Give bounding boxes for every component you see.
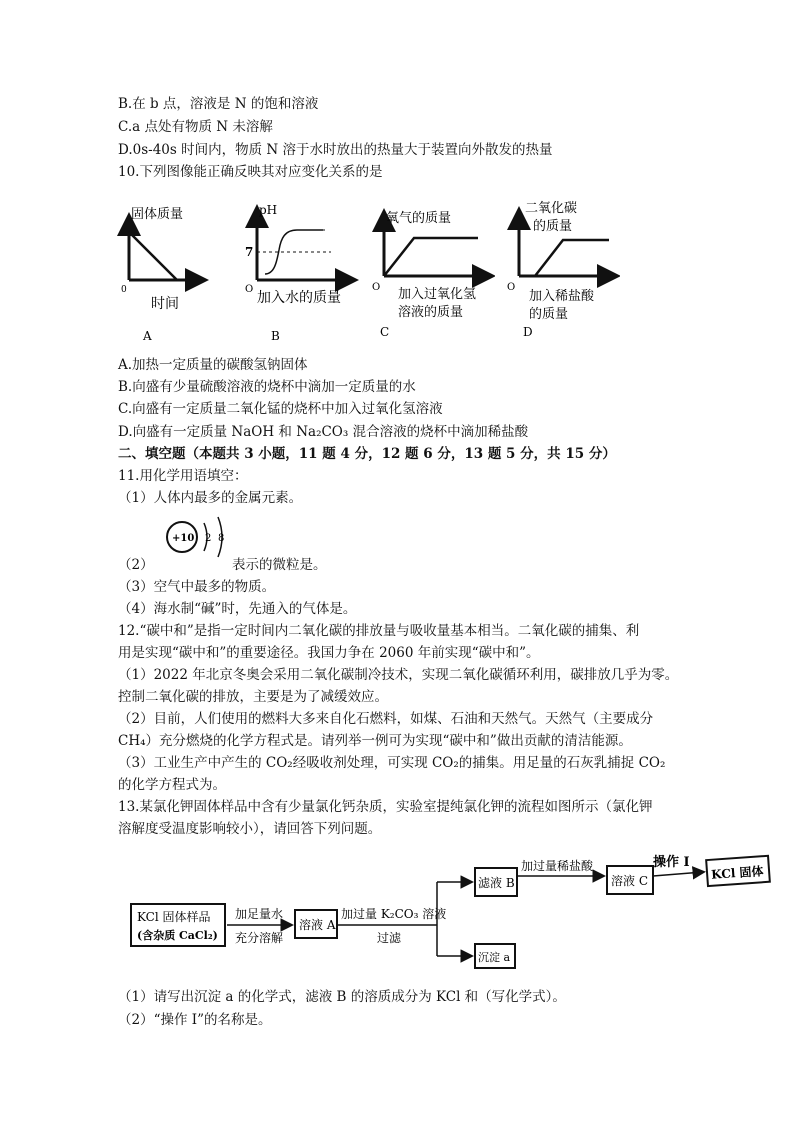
flow-filtrate-b: 滤液 B bbox=[478, 876, 515, 890]
q10-option-c: C.向盛有一定质量二氧化锰的烧杯中加入过氧化氢溶液 bbox=[118, 401, 443, 417]
graph-a-origin: 0 bbox=[121, 285, 127, 295]
q9-option-b: B.在 b 点，溶液是 N 的饱和溶液 bbox=[118, 96, 319, 112]
graph-b-origin: O bbox=[245, 284, 254, 295]
q13-line2: 溶解度受温度影响较小），请回答下列问题。 bbox=[118, 821, 382, 837]
q11-part2-prefix: （2） bbox=[118, 557, 154, 573]
q12-line3: （1）2022 年北京冬奥会采用二氧化碳制冷技术，实现二氧化碳循环利用，碳排放几乎为零。 bbox=[118, 667, 679, 683]
q12-line2: 用是实现“碳中和”的重要途径。我国力争在 2060 年前实现“碳中和”。 bbox=[118, 645, 540, 661]
q11-stem: 11.用化学用语填空： bbox=[118, 468, 248, 484]
flow-sample-impurity: (含杂质 CaCl₂) bbox=[137, 929, 218, 942]
atom-nucleus-charge: +10 bbox=[172, 533, 195, 544]
flow-step2-sublabel: 过滤 bbox=[377, 931, 402, 945]
flow-precipitate-a: 沉淀 a bbox=[478, 951, 511, 964]
atom-structure-diagram bbox=[160, 513, 232, 563]
q12-line8: 的化学方程式为。 bbox=[118, 777, 226, 793]
atom-shell1-electrons: 2 bbox=[205, 533, 212, 544]
flow-sample-label: KCl 固体样品 bbox=[137, 910, 211, 924]
flow-step1-label: 加足量水 bbox=[235, 907, 284, 921]
q11-part4: （4）海水制“碱”时，先通入的气体是。 bbox=[118, 601, 357, 617]
graph-d-ylabel-line1: 二氧化碳 bbox=[525, 201, 578, 216]
q11-part1: （1）人体内最多的金属元素。 bbox=[118, 490, 303, 506]
graph-d-origin: O bbox=[507, 282, 516, 293]
graph-a-ylabel: 固体质量 bbox=[131, 207, 184, 222]
graph-b-tick7: 7 bbox=[245, 245, 254, 259]
flow-product: KCl 固体 bbox=[710, 864, 764, 882]
flow-step2-label: 加过量 K₂CO₃ 溶液 bbox=[341, 907, 447, 921]
graph-d bbox=[505, 200, 620, 345]
graph-d-xlabel-line2: 的质量 bbox=[529, 307, 569, 322]
graph-c bbox=[370, 200, 495, 345]
graph-c-xlabel-line2: 溶液的质量 bbox=[398, 305, 464, 320]
q12-line5: （2）目前，人们使用的燃料大多来自化石燃料，如煤、石油和天然气。天然气（主要成分 bbox=[118, 711, 654, 727]
graph-c-letter: C bbox=[380, 325, 390, 339]
section-2-heading: 二、填空题（本题共 3 小题，11 题 4 分，12 题 6 分，13 题 5 分，共 15 分） bbox=[118, 446, 616, 462]
q13-part2: （2）“操作 I”的名称是。 bbox=[118, 1012, 272, 1028]
graph-b bbox=[235, 200, 360, 345]
purification-flowchart bbox=[125, 852, 775, 977]
q10-option-a: A.加热一定质量的碳酸氢钠固体 bbox=[118, 357, 308, 373]
graph-c-xlabel-line1: 加入过氧化氢 bbox=[398, 287, 477, 302]
graph-a-letter: A bbox=[143, 329, 152, 343]
graph-c-origin: O bbox=[372, 282, 381, 293]
q12-line4: 控制二氧化碳的排放，主要是为了减缓效应。 bbox=[118, 689, 388, 705]
q10-option-b: B.向盛有少量硫酸溶液的烧杯中滴加一定质量的水 bbox=[118, 379, 416, 395]
q10-option-d: D.向盛有一定质量 NaOH 和 Na₂CO₃ 混合溶液的烧杯中滴加稀盐酸 bbox=[118, 424, 529, 440]
q12-line1: 12.“碳中和”是指一定时间内二氧化碳的排放量与吸收量基本相当。二氧化碳的捕集、利 bbox=[118, 623, 640, 639]
graph-d-xlabel-line1: 加入稀盐酸 bbox=[529, 289, 595, 304]
graph-c-ylabel: 氧气的质量 bbox=[386, 211, 452, 226]
flow-operation-1: 操作 Ⅰ bbox=[653, 855, 690, 870]
q10-stem: 10.下列图像能正确反映其对应变化关系的是 bbox=[118, 164, 383, 180]
flow-solution-c: 溶液 C bbox=[611, 874, 648, 888]
q13-line1: 13.某氯化钾固体样品中含有少量氯化钙杂质，实验室提纯氯化钾的流程如图所示（氯化钾 bbox=[118, 799, 653, 815]
q11-part3: （3）空气中最多的物质。 bbox=[118, 579, 276, 595]
q11-part2-suffix: 表示的微粒是。 bbox=[232, 557, 327, 573]
q13-part1: （1）请写出沉淀 a 的化学式，滤液 B 的溶质成分为 KCl 和（写化学式）。 bbox=[118, 989, 566, 1005]
q12-line6: CH₄）充分燃烧的化学方程式是。请列举一例可为实现“碳中和”做出贡献的清洁能源。 bbox=[118, 733, 632, 749]
graph-a bbox=[115, 200, 215, 345]
q9-option-d: D.0s-40s 时间内，物质 N 溶于水时放出的热量大于装置向外散发的热量 bbox=[118, 142, 553, 158]
flow-step1-sublabel: 充分溶解 bbox=[235, 931, 284, 945]
q12-line7: （3）工业生产中产生的 CO₂经吸收剂处理，可实现 CO₂的捕集。用足量的石灰乳捕捉 CO₂ bbox=[118, 755, 666, 771]
graph-b-letter: B bbox=[271, 329, 280, 343]
graph-b-xlabel: 加入水的质量 bbox=[257, 290, 341, 306]
q9-option-c: C.a 点处有物质 N 未溶解 bbox=[118, 119, 273, 135]
graph-b-ylabel: pH bbox=[259, 203, 278, 217]
graph-d-letter: D bbox=[523, 325, 533, 339]
graph-d-ylabel-line2: 的质量 bbox=[533, 219, 573, 234]
flow-solution-a: 溶液 A bbox=[299, 918, 336, 932]
graph-a-xlabel: 时间 bbox=[151, 296, 179, 312]
flow-step3-label: 加过量稀盐酸 bbox=[521, 859, 594, 873]
atom-shell2-electrons: 8 bbox=[218, 533, 225, 544]
